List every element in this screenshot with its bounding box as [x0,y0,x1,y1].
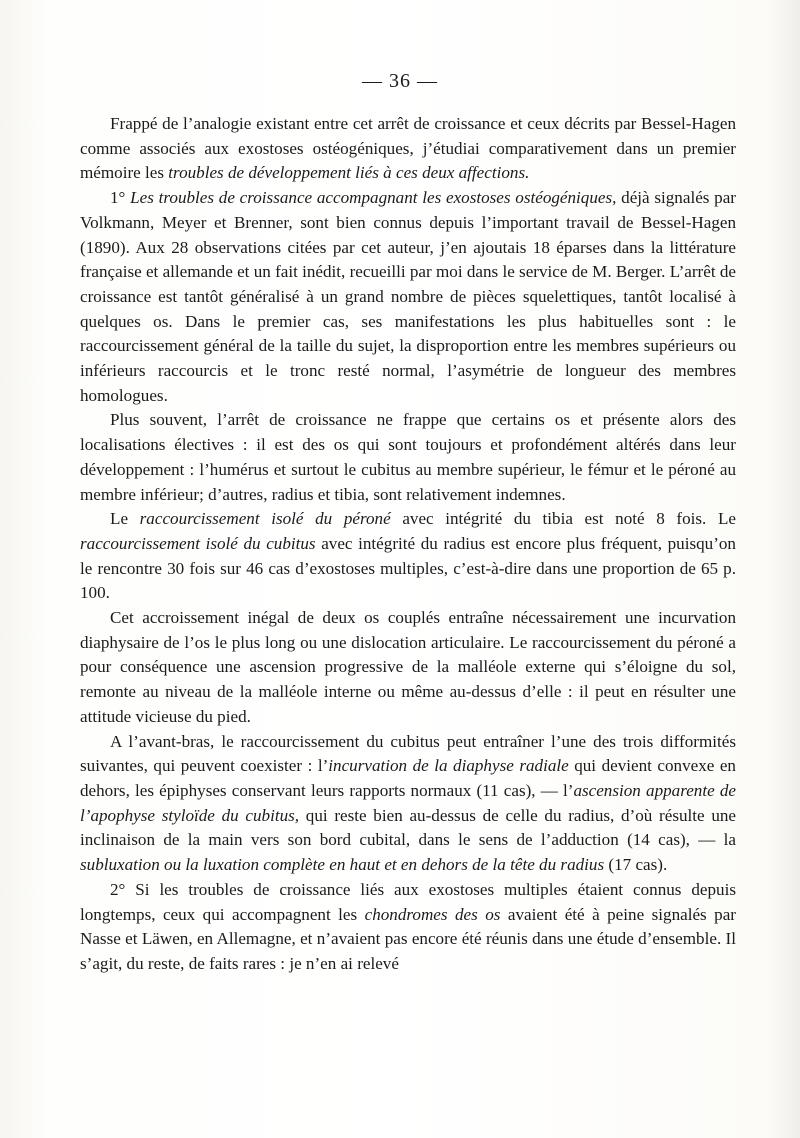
text-run: 2° Si les troubles de croissance liés aux exostoses multiples étaient connus depuis longtemps, ceux qui accompagnent les [80,879,736,924]
italic-text-run: troubles de développement liés à ces deux affections. [168,163,530,183]
paragraph [80,408,736,507]
italic-text-run: ascension apparente de l’apophyse styloïde du cubitus, [80,780,736,825]
paragraph [80,878,736,977]
paragraph [80,606,736,730]
text-run: Le [110,509,140,529]
text-run: avec intégrité du tibia est noté 8 fois. Le [390,509,736,529]
text-run: avec intégrité du radius est encore plus fréquent, puisqu’on le rencontre 30 fois sur 46 cas d’exostoses multiples, c’est-à-dire dans une proportion de 65 p. 100. [80,533,736,603]
italic-text-run: incurvation de la diaphyse radiale [328,756,569,776]
text-run: Cet accroissement inégal de deux os couplés entraîne nécessairement une incurvation diaphysaire de l’os le plus long ou une dislocation articulaire. Le raccourcissement du péroné a pour conséquence une ascension progressive de la malléole externe qui s’éloigne du sol, remonte au niveau de la malléole interne ou même au-dessus d’elle : il peut en résulter une attitude vicieuse du pied. [80,608,736,726]
text-run: qui reste bien au-dessus de celle du radius, d’où résulte une inclinaison de la main vers son bord cubital, dans le sens de l’adduction (14 cas), — la [80,805,736,850]
paragraph [80,186,736,408]
text-run: Plus souvent, l’arrêt de croissance ne frappe que certains os et présente alors des localisations électives : il est des os qui sont toujours et profondément altérés dans leur développement : l’humérus et surtout le cubitus au membre supérieur, le fémur et le péroné au membre inférieur; d’autres, radius et tibia, sont relativement indemnes. [80,410,736,504]
paragraph [80,507,736,606]
text-run: A l’avant-bras, le raccourcissement du cubitus peut entraîner l’une des trois difformités suivantes, qui peuvent coexister : l’ [80,731,736,776]
text-run: avaient été à peine signalés par Nasse et Läwen, en Allemagne, et n’avaient pas encore été réunis dans une étude d’ensemble. Il s’agit, du reste, de faits rares : je n’en ai relevé [80,904,736,973]
italic-text-run: Les troubles de croissance accompagnant les exostoses ostéogéniques, [130,188,617,208]
paragraph [80,730,736,878]
text-run: qui devient convexe en dehors, les épiphyses conservant leurs rapports normaux (11 cas), — l’ [80,756,736,800]
text-run: (17 cas). [604,855,668,875]
paragraph [80,112,736,186]
text-run: déjà signalés par Volkmann, Meyer et Brenner, sont bien connus depuis l’important travail de Bessel-Hagen (1890). Aux 28 observations citées par cet auteur, j’en ajoutais 18 éparses dans la littérature française et allemande et un fait inédit, recueilli par moi dans le service de M. Berger. L’arrêt de croissance est tantôt généralisé à un grand nombre de pièces squelettiques, tantôt localisé à quelques os. Dans le premier cas, ses manifestations les plus habituelles sont : le raccourcissement général de la taille du sujet, la disproportion entre les membres supérieurs ou inférieurs raccourcis et le tronc resté normal, l’asymétrie de longueur des membres homologues. [80,188,737,405]
italic-text-run: subluxation ou la luxation complète en haut et en dehors de la tête du radius [80,855,605,875]
italic-text-run: raccourcissement isolé du cubitus [80,533,316,553]
text-run: 1° [110,188,131,208]
page-number: — 36 — [362,70,438,92]
italic-text-run: raccourcissement isolé du péroné [139,509,391,529]
body-text [80,112,736,977]
text-run: Frappé de l’analogie existant entre cet arrêt de croissance et ceux décrits par Bessel-Hagen comme associés aux exostoses ostéogéniques, j’étudiai comparativement dans un premier mémoire les [80,114,736,183]
italic-text-run: chondromes des os [364,904,501,924]
